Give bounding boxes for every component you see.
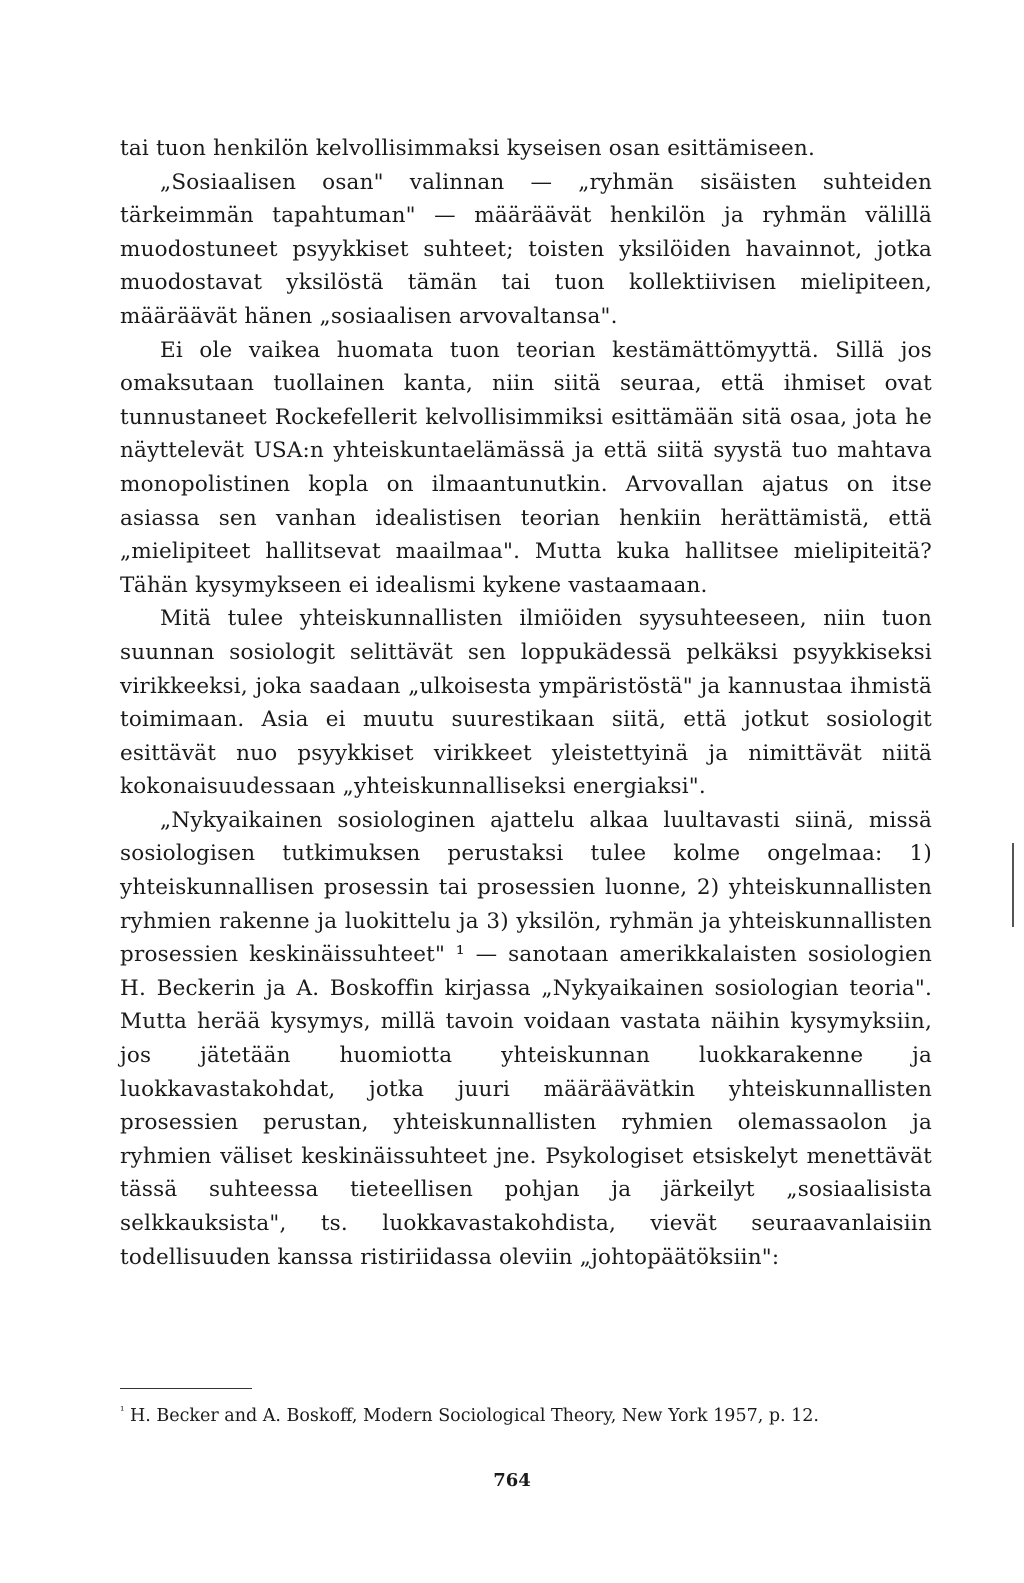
paragraph-theory-critique: Ei ole vaikea huomata tuon teorian kestämättömyyttä. Sillä jos omaksutaan tuollainen kanta, niin siitä seuraa, että ihmiset ovat tunnustaneet Rockefellerit kelvollisimmiksi esittämään sitä osaa, jota he näyttelevät USA:n yhteiskuntaelämässä ja että siitä syystä tuo mahtava monopolistinen kopla on ilmaantunutkin. Arvovallan ajatus on itse asiassa sen vanhan idealistisen teorian henkiin herättämistä, että „mielipiteet hallitsevat maailmaa". Mutta kuka hallitsee mielipiteitä? Tähän kysymykseen ei idealismi kykene vastaamaan. <box>120 337 932 598</box>
footnote-text: H. Becker and A. Boskoff, Modern Sociological Theory, New York 1957, p. 12. <box>130 1405 819 1426</box>
footnote-marker: ¹ <box>120 1404 125 1417</box>
footnote <box>120 1398 932 1429</box>
page-number: 764 <box>493 1470 531 1491</box>
margin-mark <box>1012 843 1014 927</box>
paragraph-social-role: „Sosiaalisen osan" valinnan — „ryhmän sisäisten suhteiden tärkeimmän tapahtuman" — määräävät henkilön ja ryhmän välillä muodostuneet psyykkiset suhteet; toisten yksilöiden havainnot, jotka muodostavat yksilöstä tämän tai tuon kollektiivisen mielipiteen, määräävät hänen „sosiaalisen arvovaltansa". <box>120 169 932 329</box>
paragraph-causality: Mitä tulee yhteiskunnallisten ilmiöiden syysuhteeseen, niin tuon suunnan sosiologit selittävät sen loppukädessä pelkäksi psyykkiseksi virikkeeksi, joka saadaan „ulkoisesta ympäristöstä" ja kannustaa ihmistä toimimaan. Asia ei muutu suurestikaan siitä, että jotkut sosiologit esittävät nuo psyykkiset virikkeet yleistettyinä ja nimittävät niitä kokonaisuudessaan „yhteiskunnalliseksi energiaksi". <box>120 606 932 800</box>
paragraph-continuation: tai tuon henkilön kelvollisimmaksi kyseisen osan esittämiseen. <box>120 136 816 161</box>
paragraph-modern-sociology: „Nykyaikainen sosiologinen ajattelu alkaa luultavasti siinä, missä sosiologisen tutkimuksen perustaksi tulee kolme ongelmaa: 1) yhteiskunnallisen prosessin tai prosessien luonne, 2) yhteiskunnallisten ryhmien rakenne ja luokittelu ja 3) yksilön, ryhmän ja yhteiskunnallisten prosessien keskinäissuhteet" ¹ — sanotaan amerikkalaisten sosiologien H. Beckerin ja A. Boskoffin kirjassa „Nykyaikainen sosiologian teoria". Mutta herää kysymys, millä tavoin voidaan vastata näihin kysymyksiin, jos jätetään huomiotta yhteiskunnan luokkarakenne ja luokkavastakohdat, jotka juuri määräävätkin yhteiskunnallisten prosessien perustan, yhteiskunnallisten ryhmien olemassaolon ja ryhmien väliset keskinäissuhteet jne. Psykologiset etsiskelyt menettävät tässä suhteessa tieteellisen pohjan ja järkeilyt „sosiaalisista selkkauksista", ts. luokkavastakohdista, vievät seuraavanlaisiin todellisuuden kanssa ristiriidassa oleviin „johtopäätöksiin": <box>120 807 932 1270</box>
body-text <box>120 132 932 1274</box>
footnote-divider <box>120 1388 252 1389</box>
